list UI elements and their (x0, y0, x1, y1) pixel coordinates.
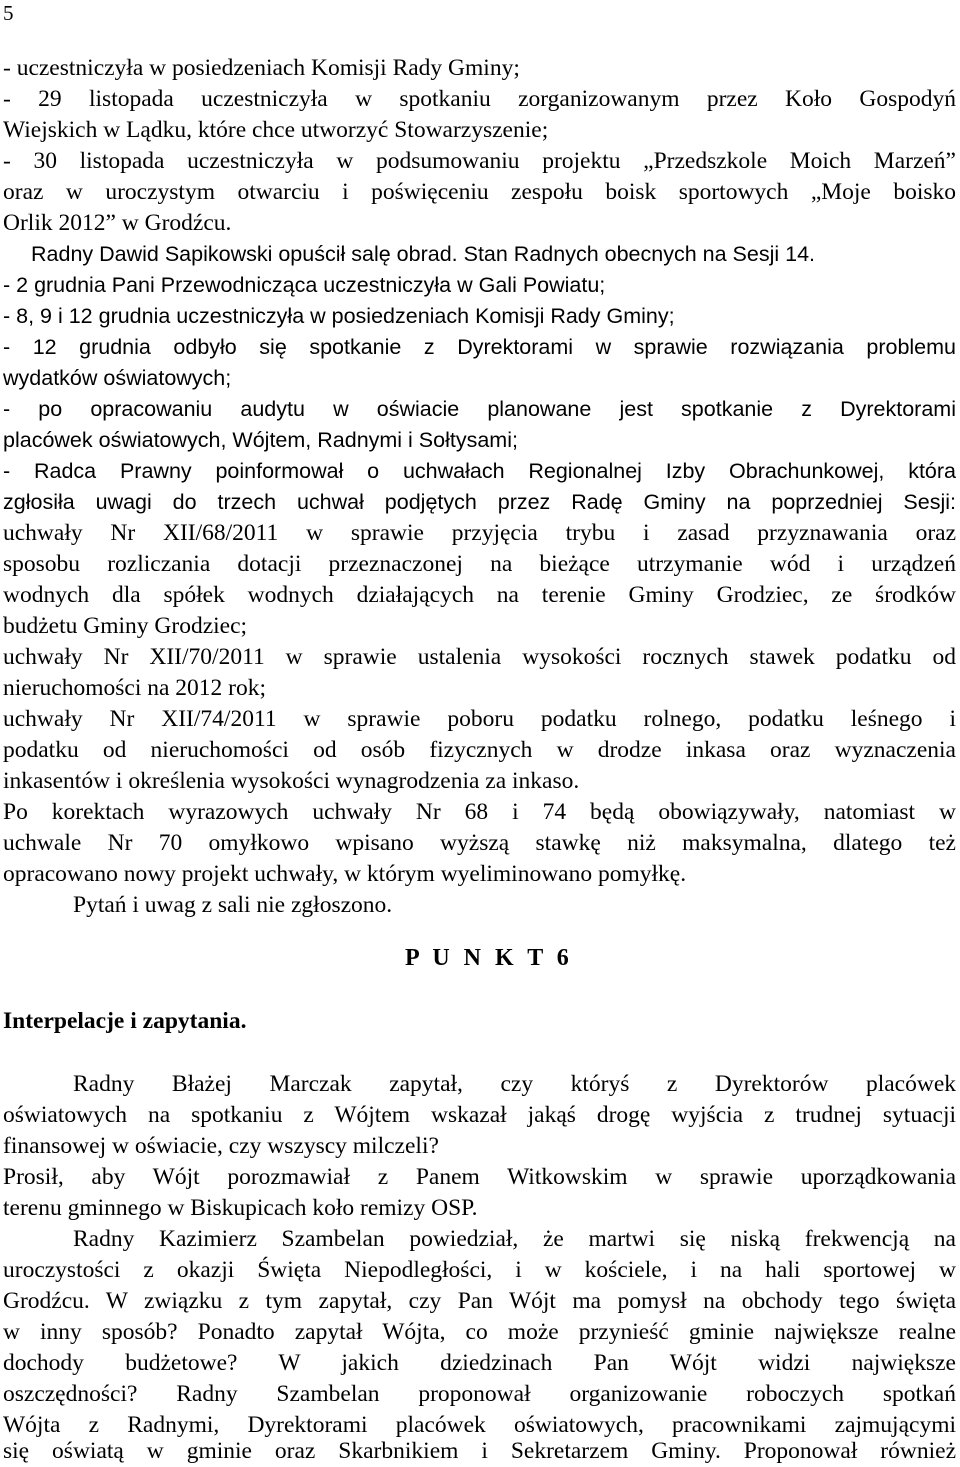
text-line: - uczestniczyła w posiedzeniach Komisji Rady Gminy; (3, 55, 520, 81)
text-line: dochody budżetowe? W jakich dziedzinach Pan Wójt widzi największe (3, 1350, 956, 1376)
text-line: uchwały Nr XII/74/2011 w sprawie poboru podatku rolnego, podatku leśnego i (3, 706, 956, 732)
text-line: wydatków oświatowych; (3, 366, 232, 390)
text-line: - 12 grudnia odbyło się spotkanie z Dyrektorami w sprawie rozwiązania problemu (3, 335, 956, 359)
text-line: Radny Dawid Sapikowski opuścił salę obrad. Stan Radnych obecnych na Sesji 14. (31, 242, 815, 266)
text-line: nieruchomości na 2012 rok; (3, 675, 267, 701)
text-line: budżetu Gminy Grodziec; (3, 613, 248, 639)
text-line: Wójta z Radnymi, Dyrektorami placówek oświatowych, pracownikami zajmującymi (3, 1412, 956, 1438)
text-line: Orlik 2012” w Grodźcu. (3, 210, 232, 236)
text-line: opracowano nowy projekt uchwały, w którym wyeliminowano pomyłkę. (3, 861, 687, 887)
text-line: uchwale Nr 70 omyłkowo wpisano wyższą stawkę niż maksymalna, dlatego też (3, 830, 956, 856)
section-heading: Interpelacje i zapytania. (3, 1008, 247, 1034)
text-line: zgłosiła uwagi do trzech uchwał podjętych przez Radę Gminy na poprzedniej Sesji: (3, 490, 956, 514)
text-line: uroczystości z okazji Święta Niepodległości, i w kościele, i na hali sportowej w (3, 1257, 956, 1283)
text-line: uchwały Nr XII/68/2011 w sprawie przyjęcia trybu i zasad przyznawania oraz (3, 520, 956, 546)
text-line: Radny Błażej Marczak zapytał, czy któryś z Dyrektorów placówek (73, 1071, 956, 1097)
text-line: - 30 listopada uczestniczyła w podsumowaniu projektu „Przedszkole Moich Marzeń” (3, 148, 956, 174)
text-line: - 29 listopada uczestniczyła w spotkaniu zorganizowanym przez Koło Gospodyń (3, 86, 956, 112)
text-line: - Radca Prawny poinformował o uchwałach Regionalnej Izby Obrachunkowej, która (3, 459, 956, 483)
text-line: - po opracowaniu audytu w oświacie planowane jest spotkanie z Dyrektorami (3, 397, 956, 421)
text-line: sposobu rozliczania dotacji przeznaczonej na bieżące utrzymanie wód i urządzeń (3, 551, 956, 577)
text-line: w inny sposób? Ponadto zapytał Wójta, co może przynieść gminie największe realne (3, 1319, 956, 1345)
text-line: inkasentów i określenia wysokości wynagrodzenia za inkaso. (3, 768, 580, 794)
text-line: uchwały Nr XII/70/2011 w sprawie ustalenia wysokości rocznych stawek podatku od (3, 644, 956, 670)
punkt-title: P U N K T 6 (405, 945, 573, 971)
text-line: Po korektach wyrazowych uchwały Nr 68 i 74 będą obowiązywały, natomiast w (3, 799, 956, 825)
text-line: Grodźcu. W związku z tym zapytał, czy Pan Wójt ma pomysł na obchody tego święta (3, 1288, 956, 1314)
text-line: finansowej w oświacie, czy wszyscy milczeli? (3, 1133, 439, 1159)
text-line: podatku od nieruchomości od osób fizycznych w drodze inkasa oraz wyznaczenia (3, 737, 956, 763)
text-line: - 2 grudnia Pani Przewodnicząca uczestniczyła w Gali Powiatu; (3, 273, 606, 297)
text-line: terenu gminnego w Biskupicach koło remizy OSP. (3, 1195, 478, 1221)
text-line: oświatowych na spotkaniu z Wójtem wskazał jakąś drogę wyjścia z trudnej sytuacji (3, 1102, 956, 1128)
text-line: oraz w uroczystym otwarciu i poświęceniu zespołu boisk sportowych „Moje boisko (3, 179, 956, 205)
page-number: 5 (3, 1, 14, 25)
text-line: placówek oświatowych, Wójtem, Radnymi i Sołtysami; (3, 428, 518, 452)
text-line: - 8, 9 i 12 grudnia uczestniczyła w posiedzeniach Komisji Rady Gminy; (3, 304, 675, 328)
text-line: wodnych dla spółek wodnych działających na terenie Gminy Grodziec, ze środków (3, 582, 956, 608)
text-line: oszczędności? Radny Szambelan proponował organizowanie roboczych spotkań (3, 1381, 956, 1407)
text-line: Wiejskich w Lądku, które chce utworzyć Stowarzyszenie; (3, 117, 549, 143)
text-line: Prosił, aby Wójt porozmawiał z Panem Witkowskim w sprawie uporządkowania (3, 1164, 956, 1190)
text-line: Radny Kazimierz Szambelan powiedział, że martwi się niską frekwencją na (73, 1226, 956, 1252)
text-line: Pytań i uwag z sali nie zgłoszono. (73, 892, 393, 918)
text-line: się oświatą w gminie oraz Skarbnikiem i Sekretarzem Gminy. Proponował również (3, 1438, 956, 1464)
